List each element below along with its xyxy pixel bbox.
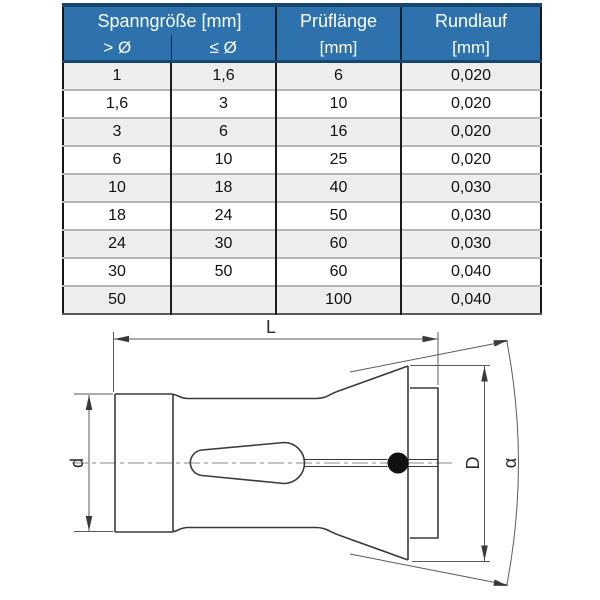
cell: 16 (276, 118, 401, 146)
cell: 18 (63, 202, 171, 230)
cell: 50 (276, 202, 401, 230)
header-rundlauf: Rundlauf (401, 5, 541, 35)
cell: 6 (276, 62, 401, 91)
label-L: L (265, 317, 277, 337)
cell: 6 (63, 146, 171, 174)
cell: 0,020 (401, 118, 541, 146)
cell: 0,030 (401, 230, 541, 258)
cell: 50 (63, 286, 171, 314)
header-pruflaenge: Prüflänge (276, 5, 401, 35)
cell: 0,040 (401, 258, 541, 286)
label-d: d (67, 457, 87, 469)
cell: 60 (276, 230, 401, 258)
header-lessequal-diameter: ≤ Ø (171, 35, 276, 62)
cell: 3 (63, 118, 171, 146)
cell: 1,6 (171, 62, 276, 91)
cell: 0,020 (401, 90, 541, 118)
cell: 10 (276, 90, 401, 118)
cell: 0,030 (401, 202, 541, 230)
cell: 24 (63, 230, 171, 258)
cell: 6 (171, 118, 276, 146)
cell: 24 (171, 202, 276, 230)
cell: 30 (63, 258, 171, 286)
dimension-L (114, 317, 439, 392)
cell: 30 (171, 230, 276, 258)
cell: 60 (276, 258, 401, 286)
header-pruflaenge-unit: [mm] (276, 35, 401, 62)
cell: 18 (171, 174, 276, 202)
label-alpha: α (500, 457, 520, 469)
header-rundlauf-unit: [mm] (401, 35, 541, 62)
cell: 3 (171, 90, 276, 118)
cell: 1,6 (63, 90, 171, 118)
header-greater-diameter: > Ø (63, 35, 171, 62)
cell: 10 (63, 174, 171, 202)
cell: 1 (112, 67, 122, 84)
pin-dot (388, 453, 409, 474)
cell: 10 (171, 146, 276, 174)
cell: 50 (171, 258, 276, 286)
cell: 100 (276, 286, 401, 314)
cell: 25 (276, 146, 401, 174)
label-D: D (463, 456, 483, 470)
cell: 40 (276, 174, 401, 202)
cell: 0,020 (401, 146, 541, 174)
cell: 0,020 (401, 62, 541, 91)
header-spanngroesse: Spanngröße [mm] (63, 5, 276, 35)
cell: 0,030 (401, 174, 541, 202)
cell: 0,040 (401, 286, 541, 314)
